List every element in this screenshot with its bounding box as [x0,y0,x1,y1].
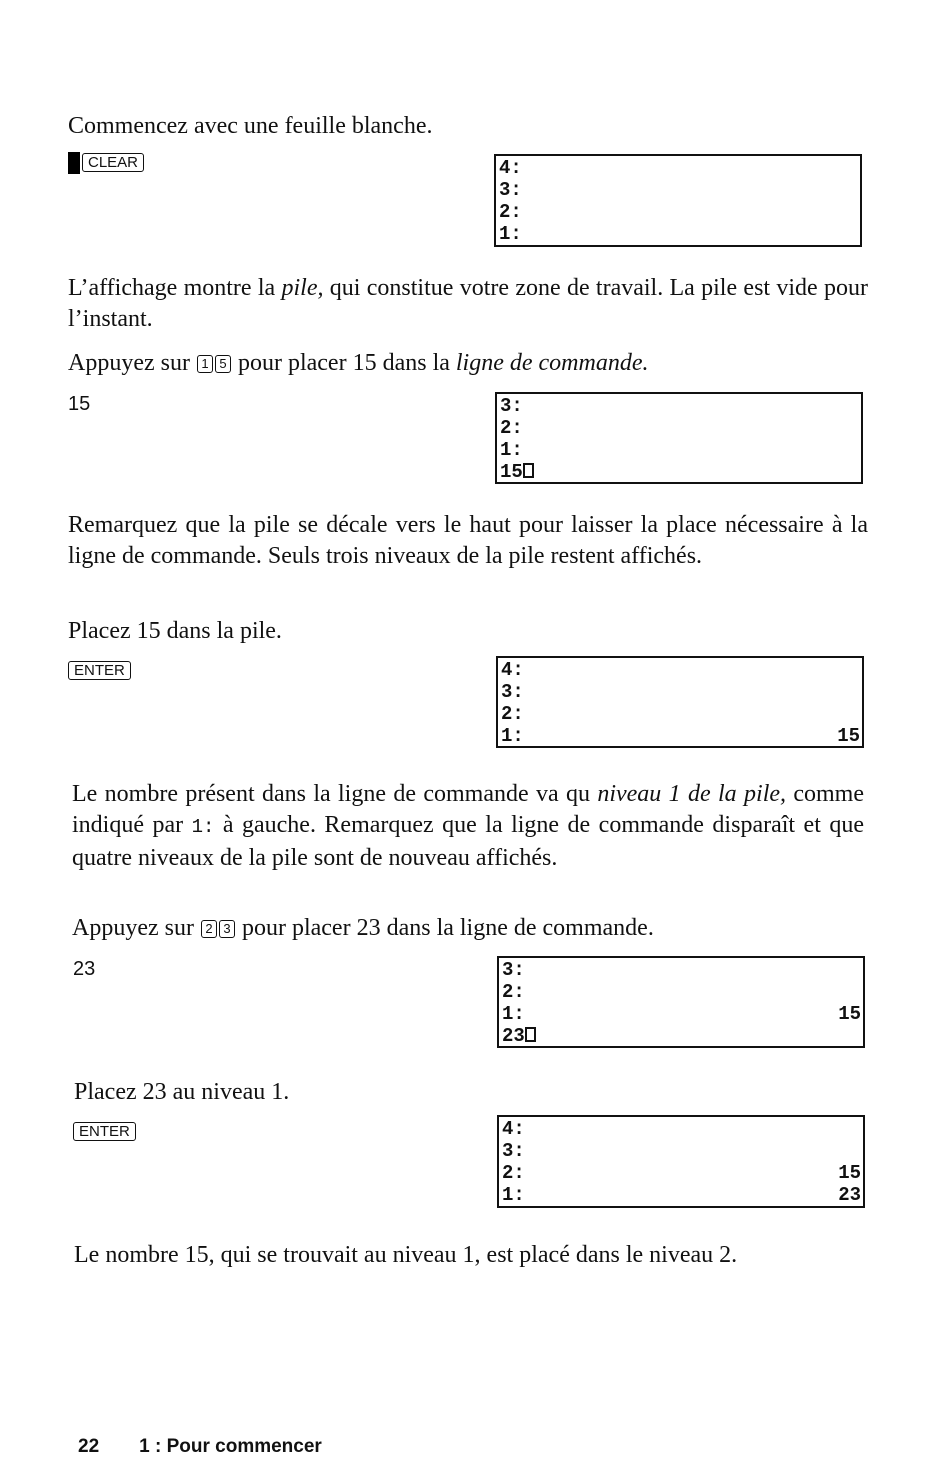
stack-level-3: 3: [502,1140,525,1162]
enter-key: ENTER [73,1122,136,1141]
stack-level-1: 1: [499,223,522,245]
stack-level-2: 2: [502,981,525,1003]
stack-level-4: 4: [502,1118,525,1140]
paragraph-level-shift: Le nombre 15, qui se trouvait au niveau 1, est placé dans le niveau 2. [74,1242,738,1268]
stack-level-1: 1: 23 [502,1184,861,1206]
keystroke-clear [68,152,144,174]
key-5: 5 [215,355,231,373]
key-3: 3 [219,920,235,938]
stack-level-2: 2: [499,201,522,223]
chapter-title: 1 : Pour commencer [139,1436,322,1457]
paragraph-press-23: Appuyez sur 2 3 pour placer 23 dans la ligne de commande. [72,915,654,941]
stack-level-3: 3: [499,179,522,201]
stack-level-3: 3: [501,681,524,703]
display-screen-2 [495,392,863,484]
entry-23: 23 [73,958,96,980]
paragraph-stack-description: L’affichage montre la pile, qui constitue votre zone de travail. La pile est vide pour l’instant. [68,275,868,332]
stack-level-2: 2: [500,417,523,439]
stack-level-4: 4: [501,659,524,681]
entry-15: 15 [68,393,91,415]
stack-level-1: 1: 15 [501,725,860,747]
page-number: 22 [78,1436,100,1457]
key-1: 1 [197,355,213,373]
paragraph-stack-shift: Remarquez que la pile se décale vers le haut pour laisser la place nécessaire à la ligne de commande. Seuls trois niveaux de la pile restent affichés. [68,512,868,569]
paragraph-press-15: Appuyez sur 1 5 pour placer 15 dans la ligne de commande. [68,350,649,376]
cursor-icon [525,1027,536,1042]
stack-level-4: 4: [499,157,522,179]
stack-level-2: 2: 15 [502,1162,861,1184]
cursor-icon [523,463,534,478]
stack-level-1: 1: [500,439,523,461]
stack-level-2: 2: [501,703,524,725]
paragraph-intro: Commencez avec une feuille blanche. [68,113,433,139]
left-shift-key-icon [68,152,80,174]
stack-level-1: 1: 15 [502,1003,861,1025]
paragraph-place-15: Placez 15 dans la pile. [68,618,282,644]
page-footer [78,1436,322,1458]
stack-level-3: 3: [502,959,525,981]
stack-level-3: 3: [500,395,523,417]
keystroke-enter-2 [73,1122,136,1143]
display-screen-5 [497,1115,865,1208]
command-line: 15 [500,461,859,483]
clear-key: CLEAR [82,153,144,172]
enter-key: ENTER [68,661,131,680]
display-screen-4 [497,956,865,1048]
command-line: 23 [502,1025,861,1047]
display-screen-1 [494,154,862,247]
paragraph-place-23: Placez 23 au niveau 1. [74,1079,290,1105]
keystroke-enter-1 [68,661,131,682]
key-2: 2 [201,920,217,938]
paragraph-level-1-explanation: Le nombre présent dans la ligne de commande va qu niveau 1 de la pile, comme indiqué par 1: à gauche. Remarquez que la ligne de commande disparaît et que quatre niveaux de la pile sont de nouveau affichés. [72,781,865,871]
display-screen-3 [496,656,864,748]
